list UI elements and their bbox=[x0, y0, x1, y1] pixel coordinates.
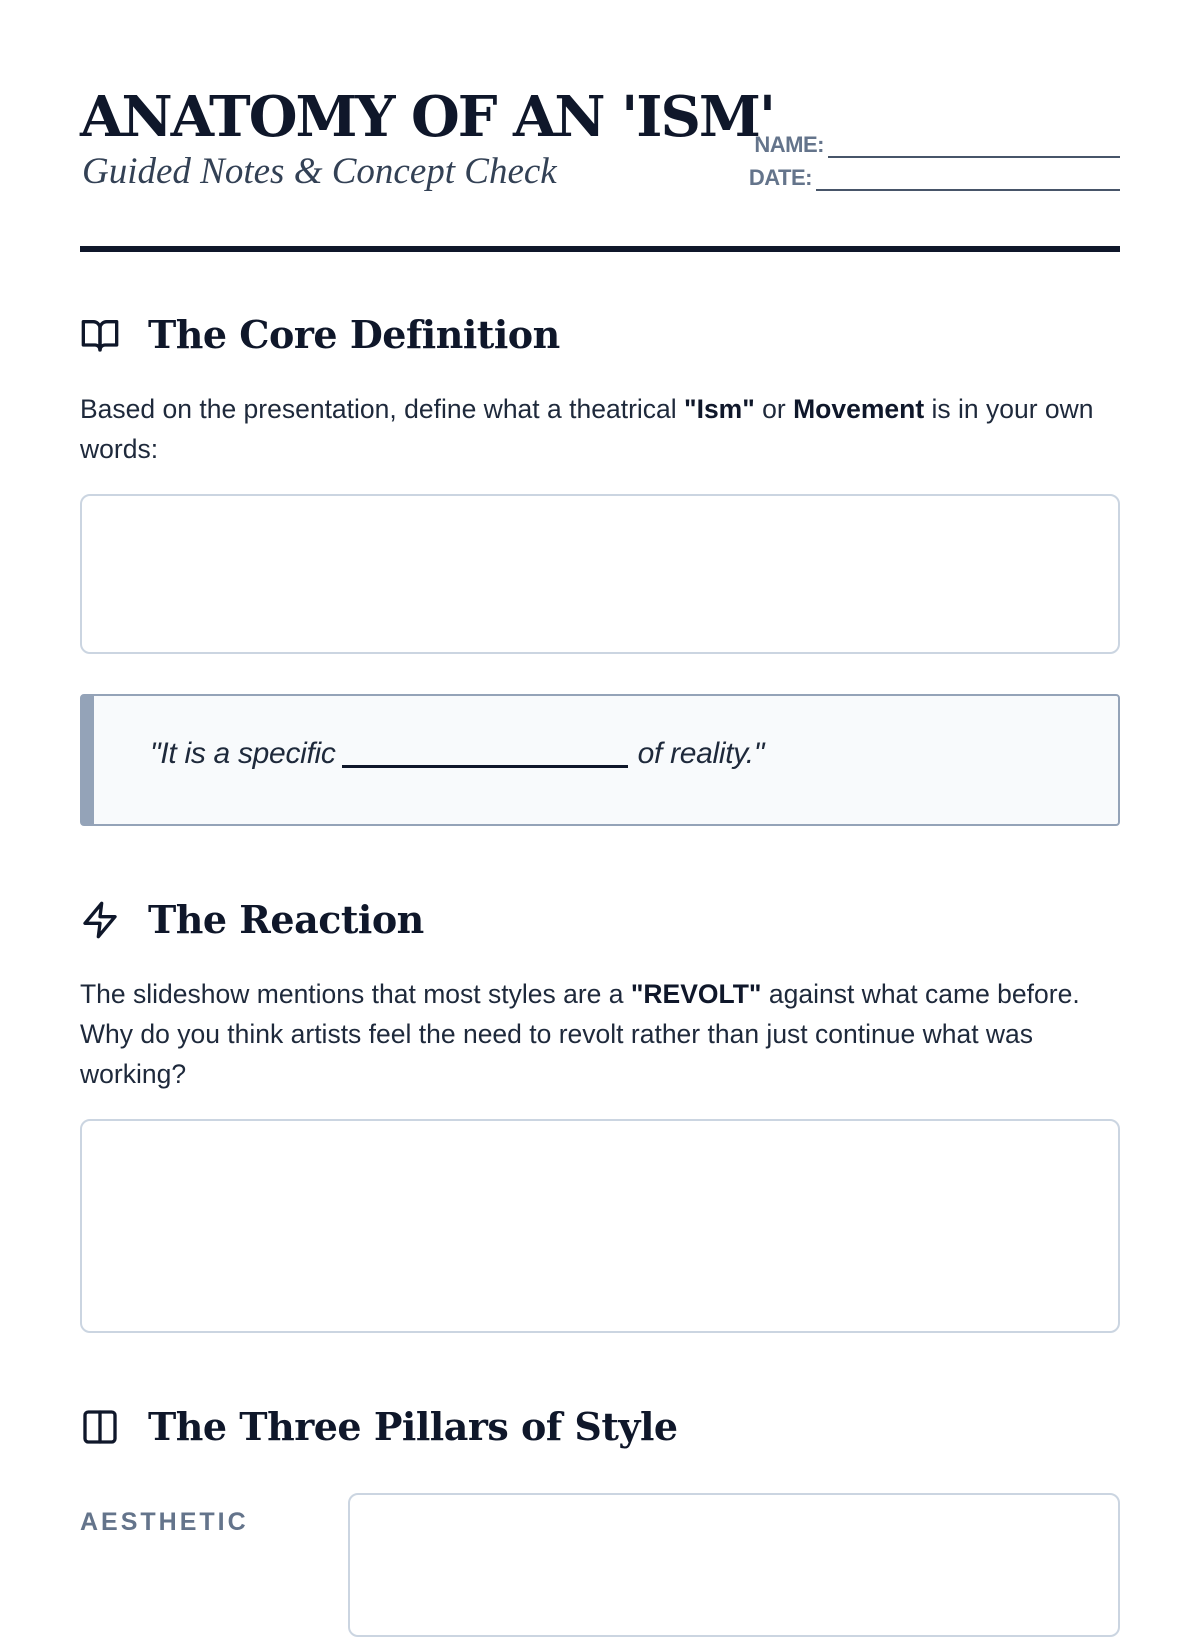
reaction-prompt bbox=[80, 974, 1120, 1094]
prompt-emphasis: "REVOLT" bbox=[630, 979, 762, 1009]
core-definition-prompt bbox=[80, 389, 1120, 469]
reaction-answer-box[interactable] bbox=[80, 1119, 1120, 1333]
header-divider bbox=[80, 246, 1120, 252]
name-blank[interactable] bbox=[828, 134, 1120, 158]
prompt-text: against what came before. Why do you think artists feel the need to revolt rather than just continue what was working? bbox=[80, 979, 1080, 1089]
core-definition-answer-box[interactable] bbox=[80, 494, 1120, 654]
date-blank[interactable] bbox=[816, 167, 1120, 191]
reaction-heading bbox=[80, 896, 424, 944]
prompt-text: or bbox=[754, 394, 794, 424]
page-subtitle: Guided Notes & Concept Check bbox=[82, 151, 557, 192]
prompt-text: The slideshow mentions that most styles are a bbox=[80, 979, 631, 1009]
quote-blank[interactable] bbox=[342, 735, 628, 768]
fill-in-quote bbox=[80, 694, 1120, 826]
prompt-emphasis: Movement bbox=[793, 394, 925, 424]
section-title: The Core Definition bbox=[148, 312, 560, 357]
aesthetic-answer-box[interactable] bbox=[348, 1493, 1120, 1637]
name-field bbox=[754, 132, 1120, 158]
book-open-icon bbox=[80, 315, 120, 355]
quote-end: of reality." bbox=[637, 737, 765, 770]
date-field bbox=[749, 165, 1120, 191]
section-title: The Reaction bbox=[148, 897, 424, 942]
prompt-emphasis: "Ism" bbox=[684, 394, 755, 424]
aesthetic-label: AESTHETIC bbox=[80, 1508, 249, 1536]
core-definition-heading bbox=[80, 311, 560, 359]
quote-text bbox=[150, 734, 764, 774]
page-title: ANATOMY OF AN 'ISM' bbox=[80, 84, 775, 150]
quote-start: "It is a specific bbox=[150, 737, 336, 770]
lightning-icon bbox=[80, 900, 120, 940]
date-label: DATE: bbox=[748, 165, 812, 190]
section-title: The Three Pillars of Style bbox=[148, 1404, 678, 1449]
name-label: NAME: bbox=[754, 132, 824, 157]
columns-icon bbox=[80, 1407, 120, 1447]
three-pillars-heading bbox=[80, 1403, 678, 1451]
prompt-text: is in your own words: bbox=[80, 394, 1094, 464]
prompt-text: Based on the presentation, define what a theatrical bbox=[80, 394, 685, 424]
